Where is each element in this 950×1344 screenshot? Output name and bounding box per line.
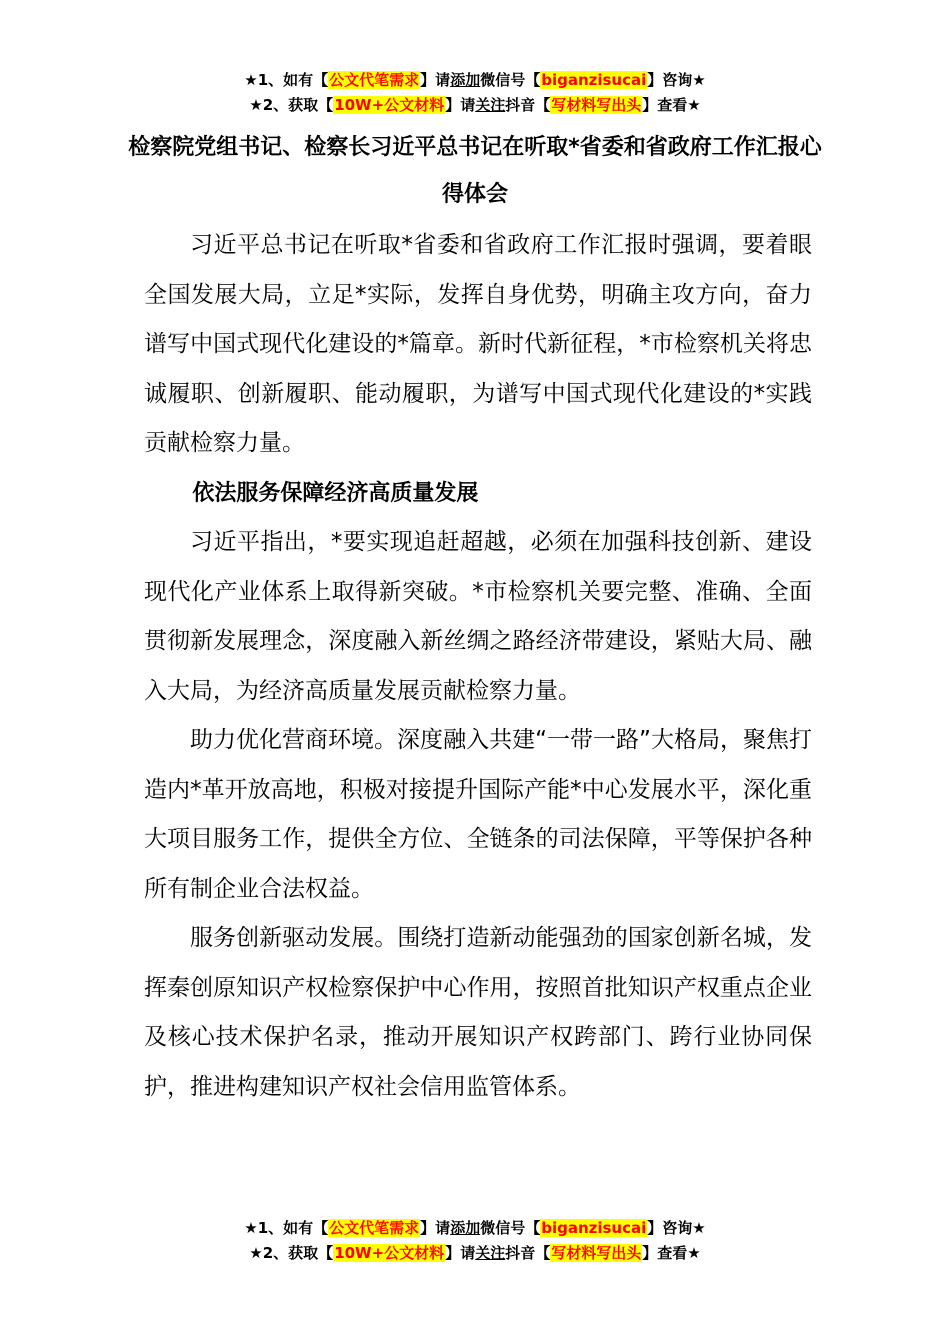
banner-underline: 添加	[450, 1219, 481, 1237]
banner-highlight: 10W+公文材料	[334, 1244, 445, 1262]
banner-highlight: biganzisucai	[541, 71, 647, 89]
banner-highlight: 公文代笔需求	[329, 1219, 420, 1237]
banner-line-1	[0, 1216, 950, 1241]
banner-text: 抖音【	[505, 1244, 551, 1262]
document-body	[144, 221, 812, 1112]
paragraph: 习近平指出，*要实现追赶超越，必须在加强科技创新、建设现代化产业体系上取得新突破。*市检察机关要完整、准确、全面贯彻新发展理念，深度融入新丝绸之路经济带建设，紧贴大局、融入大局，为经济高质量发展贡献检察力量。	[144, 529, 812, 704]
banner-highlight: 写材料写出头	[551, 96, 642, 114]
banner-underline: 关注	[475, 96, 506, 114]
banner-text: ★2、获取【	[249, 1244, 334, 1262]
banner-line-1	[0, 68, 950, 93]
banner-highlight: 公文代笔需求	[329, 71, 420, 89]
banner-highlight: 写材料写出头	[551, 1244, 642, 1262]
banner-text: 】咨询★	[647, 71, 706, 89]
banner-text: 】请	[420, 71, 451, 89]
banner-text: ★1、如有【	[244, 1219, 329, 1237]
banner-text: 】查看★	[642, 1244, 701, 1262]
banner-line-2	[0, 1241, 950, 1266]
banner-underline: 关注	[475, 1244, 506, 1262]
banner-line-2	[0, 93, 950, 118]
banner-highlight: 10W+公文材料	[334, 96, 445, 114]
banner-text: 】请	[420, 1219, 451, 1237]
banner-text: 】咨询★	[647, 1219, 706, 1237]
banner-text: 】查看★	[642, 96, 701, 114]
bottom-banner	[0, 1216, 950, 1266]
top-banner	[0, 68, 950, 118]
banner-text: 】请	[445, 96, 476, 114]
banner-highlight: biganzisucai	[541, 1219, 647, 1237]
banner-underline: 添加	[450, 71, 481, 89]
paragraph: 服务创新驱动发展。围绕打造新动能强劲的国家创新名城，发挥秦创原知识产权检察保护中心作用，按照首批知识产权重点企业及核心技术保护名录，推动开展知识产权跨部门、跨行业协同保护，推进构建知识产权社会信用监管体系。	[144, 925, 812, 1100]
banner-text: 抖音【	[505, 96, 551, 114]
banner-text: ★1、如有【	[244, 71, 329, 89]
section-heading: 依法服务保障经济高质量发展	[192, 480, 479, 506]
banner-text: 】请	[445, 1244, 476, 1262]
paragraph: 习近平总书记在听取*省委和省政府工作汇报时强调，要着眼全国发展大局，立足*实际，发挥自身优势，明确主攻方向，奋力谱写中国式现代化建设的*篇章。新时代新征程，*市检察机关将忠诚履职、创新履职、能动履职，为谱写中国式现代化建设的*实践贡献检察力量。	[144, 232, 812, 456]
banner-text: 微信号【	[480, 1219, 541, 1237]
banner-text: 微信号【	[480, 71, 541, 89]
banner-text: ★2、获取【	[249, 96, 334, 114]
paragraph: 助力优化营商环境。深度融入共建“一带一路”大格局，聚焦打造内*革开放高地，积极对接提升国际产能*中心发展水平，深化重大项目服务工作，提供全方位、全链条的司法保障，平等保护各种所有制企业合法权益。	[144, 727, 812, 902]
document-title: 检察院党组书记、检察长习近平总书记在听取*省委和省政府工作汇报心得体会	[128, 135, 822, 207]
